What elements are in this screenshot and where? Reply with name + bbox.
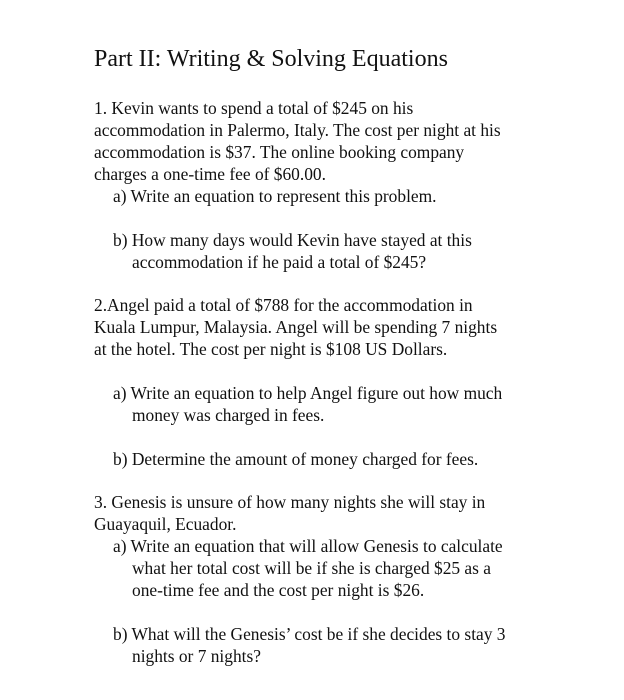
q1-stem-line: 1. Kevin wants to spend a total of $245 on his <box>94 98 414 118</box>
q2-part-a-line: money was charged in fees. <box>132 405 325 425</box>
q2-stem-line: 2.Angel paid a total of $788 for the accommodation in <box>94 295 473 315</box>
q3-part-a: a) Write an equation that will allow Genesis to calculate <box>113 536 503 556</box>
q1-part-b-line: accommodation if he paid a total of $245? <box>132 252 427 272</box>
q1-stem-line: charges a one-time fee of $60.00. <box>94 164 326 184</box>
q1-part-b: b) How many days would Kevin have stayed at this <box>113 230 472 250</box>
q2-part-b: b) Determine the amount of money charged for fees. <box>113 449 479 469</box>
q1-part-a: a) Write an equation to represent this problem. <box>113 186 437 206</box>
q3-part-a-line: one-time fee and the cost per night is $26. <box>132 580 425 600</box>
page-title: Part II: Writing & Solving Equations <box>94 46 448 72</box>
q1-stem-line: accommodation in Palermo, Italy. The cost per night at his <box>94 120 501 140</box>
q2-part-a: a) Write an equation to help Angel figure out how much <box>113 383 503 403</box>
q3-stem-line: 3. Genesis is unsure of how many nights she will stay in <box>94 492 486 512</box>
q3-part-b: b) What will the Genesis’ cost be if she decides to stay 3 <box>113 624 506 644</box>
q3-part-b-line: nights or 7 nights? <box>132 646 261 666</box>
q2-stem-line: at the hotel. The cost per night is $108 US Dollars. <box>94 339 448 359</box>
q3-stem-line: Guayaquil, Ecuador. <box>94 514 237 534</box>
q1-stem-line: accommodation is $37. The online booking company <box>94 142 465 162</box>
q2-stem-line: Kuala Lumpur, Malaysia. Angel will be spending 7 nights <box>94 317 498 337</box>
q3-part-a-line: what her total cost will be if she is charged $25 as a <box>132 558 491 578</box>
